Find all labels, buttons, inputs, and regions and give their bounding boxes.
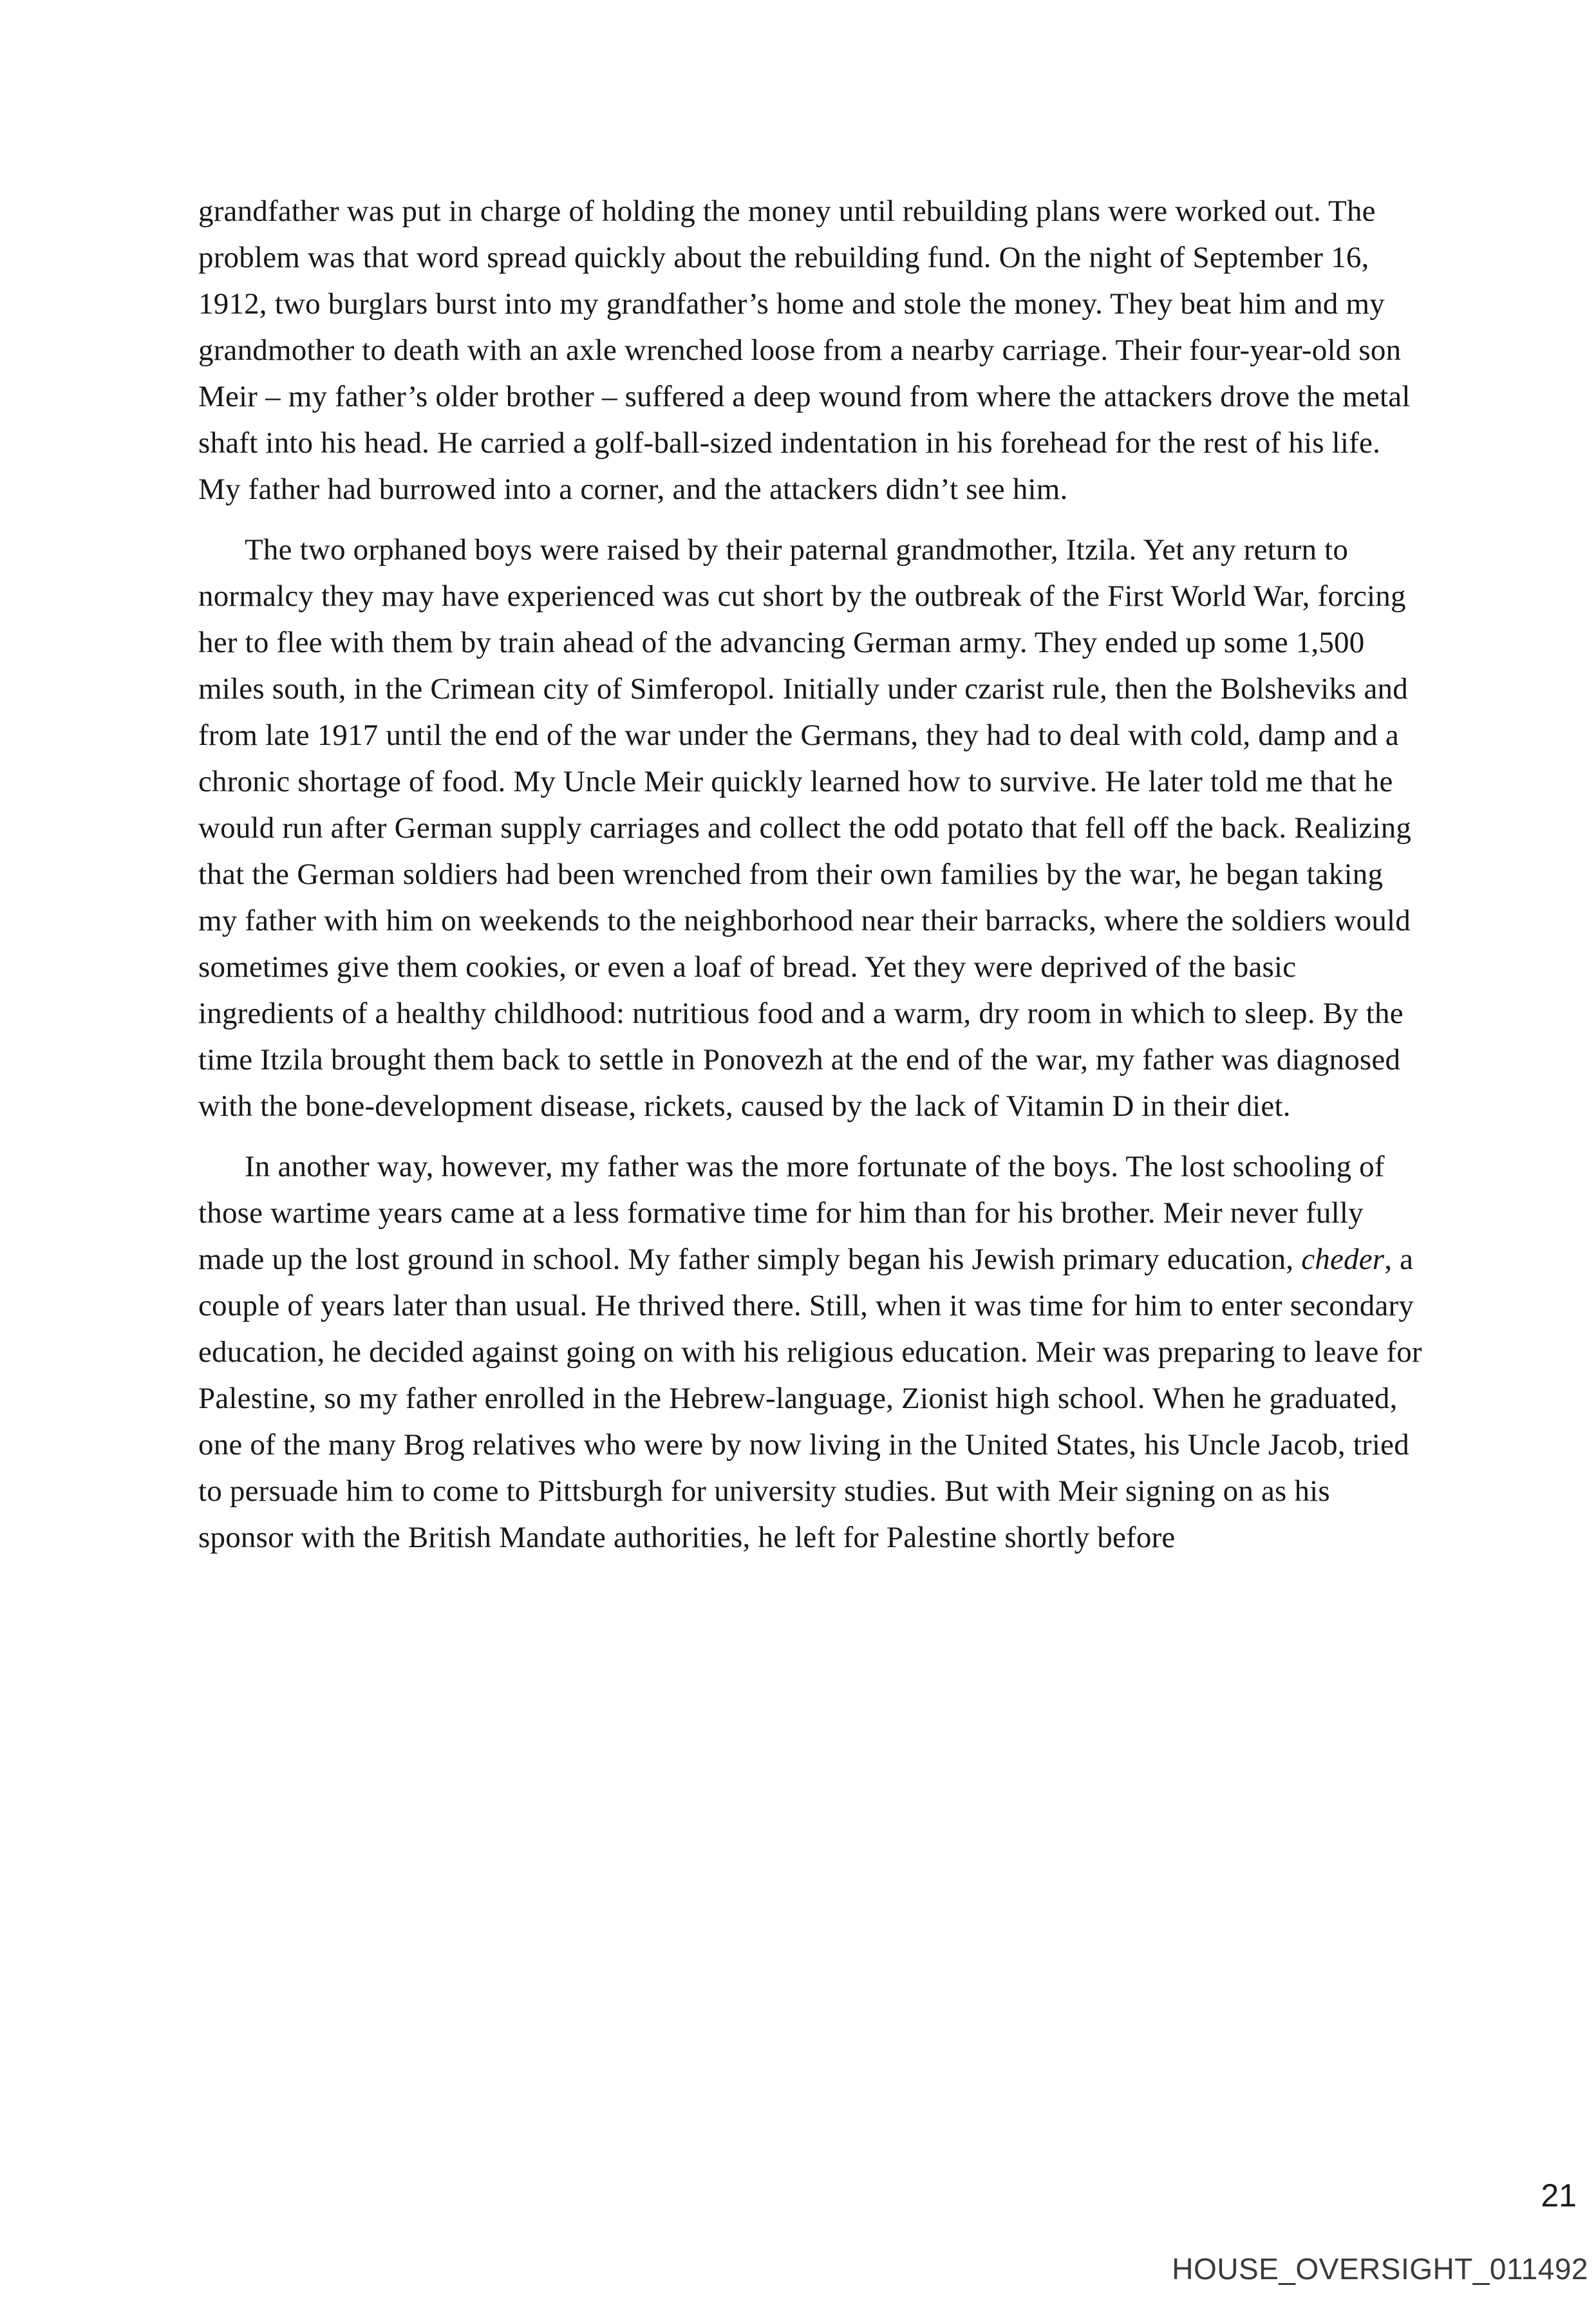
page-text <box>198 188 1425 1575</box>
paragraph-text: In another way, however, my father was the more fortunate of the boys. The lost schooling of those wartime years came at a less formative time for him than for his brother. Meir never fully made up the lost ground in school. My father simply began his Jewish primary education, <box>198 1150 1385 1276</box>
paragraph-text-italic: cheder <box>1301 1243 1385 1276</box>
paragraph-text: grandfather was put in charge of holding the money until rebuilding plans were worked out. The problem was that word spread quickly about the rebuilding fund. On the night of September 16, 1912, two burglars burst into my grandfather’s home and stole the money. They beat him and my grandmother to death with an axle wrenched loose from a nearby carriage. Their four-year-old son Meir – my father’s older brother – suffered a deep wound from where the attackers drove the metal shaft into his head. He carried a golf-ball-sized indentation in his forehead for the rest of his life. My father had burrowed into a corner, and the attackers didn’t see him. <box>198 194 1411 506</box>
paragraph <box>198 188 1425 512</box>
paragraph <box>198 527 1425 1129</box>
paragraph <box>198 1143 1425 1561</box>
paragraph-text: The two orphaned boys were raised by their paternal grandmother, Itzila. Yet any return to normalcy they may have experienced was cut short by the outbreak of the First World War, forcing her to flee with them by train ahead of the advancing German army. They ended up some 1,500 miles south, in the Crimean city of Simferopol. Initially under czarist rule, then the Bolsheviks and from late 1917 until the end of the war under the Germans, they had to deal with cold, damp and a chronic shortage of food. My Uncle Meir quickly learned how to survive. He later told me that he would run after German supply carriages and collect the odd potato that fell off the back. Realizing that the German soldiers had been wrenched from their own families by the war, he began taking my father with him on weekends to the neighborhood near their barracks, where the soldiers would sometimes give them cookies, or even a loaf of bread. Yet they were deprived of the basic ingredients of a healthy childhood: nutritious food and a warm, dry room in which to sleep. By the time Itzila brought them back to settle in Ponovezh at the end of the war, my father was diagnosed with the bone-development disease, rickets, caused by the lack of Vitamin D in their diet. <box>198 533 1412 1123</box>
page-number: 21 <box>1541 2177 1577 2214</box>
paragraph-text: , a couple of years later than usual. He thrived there. Still, when it was time for him to enter secondary education, he decided against going on with his religious education. Meir was preparing to leave for Palestine, so my father enrolled in the Hebrew-language, Zionist high school. When he graduated, one of the many Brog relatives who were by now living in the United States, his Uncle Jacob, tried to persuade him to come to Pittsburgh for university studies. But with Meir signing on as his sponsor with the British Mandate authorities, he left for Palestine shortly before <box>198 1243 1422 1554</box>
bates-stamp: HOUSE_OVERSIGHT_011492 <box>1172 2252 1588 2286</box>
